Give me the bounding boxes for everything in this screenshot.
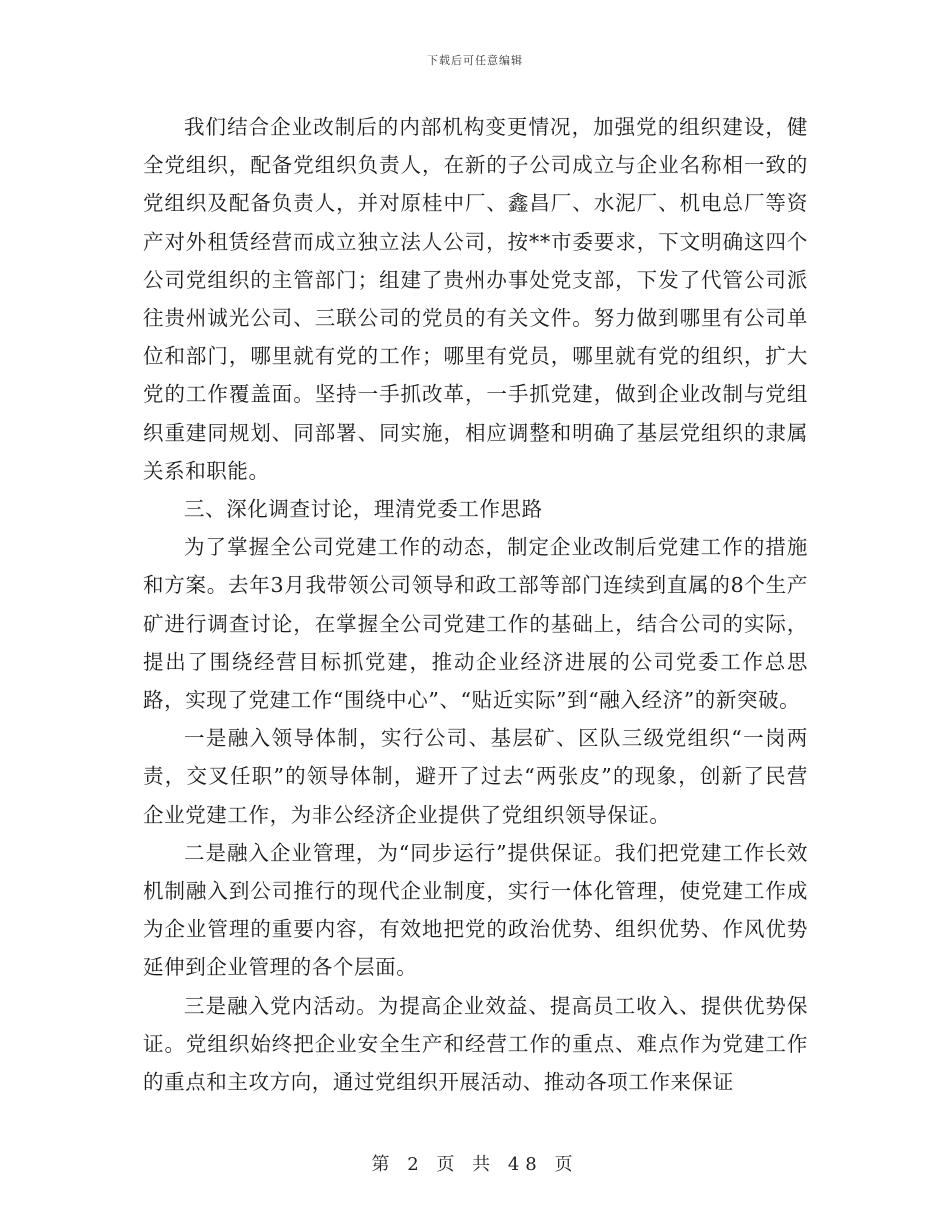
page-number-footer: 第 2 页 共 48 页 xyxy=(371,1154,579,1175)
paragraph-party-activities: 三是融入党内活动。为提高企业效益、提高员工收入、提供优势保证。党组织始终把企业安全生产和经营工作的重点、难点作为党建工作的重点和主攻方向，通过党组织开展活动、推动各项工作来保证 xyxy=(143,993,808,1095)
paragraph-org-building: 我们结合企业改制后的内部机构变更情况，加强党的组织建设，健全党组织，配备党组织负责人，在新的子公司成立与企业名称相一致的党组织及配备负责人，并对原桂中厂、鑫昌厂、水泥厂、机电总厂等资产对外租赁经营而成立独立法人公司，按**市委要求，下文明确这四个公司党组织的主管部门；组建了贵州办事处党支部，下发了代管公司派往贵州诚光公司、三联公司的党员的有关文件。努力做到哪里有公司单位和部门，哪里就有党的工作；哪里有党员，哪里就有党的组织，扩大党的工作覆盖面。坚持一手抓改革，一手抓党建，做到企业改制与党组织重建同规划、同部署、同实施，相应调整和明确了基层党组织的隶属关系和职能。 xyxy=(143,115,808,483)
paragraph-enterprise-management: 二是融入企业管理，为“同步运行”提供保证。我们把党建工作长效机制融入到公司推行的现代企业制度，实行一体化管理，使党建工作成为企业管理的重要内容，有效地把党的政治优势、组织优势、作风优势延伸到企业管理的各个层面。 xyxy=(143,840,808,980)
section-heading-3: 三、深化调查讨论，理清党委工作思路 xyxy=(184,497,543,522)
paragraph-leadership-system: 一是融入领导体制，实行公司、基层矿、区队三级党组织“一岗两责，交叉任职”的领导体制，避开了过去“两张皮”的现象，创新了民营企业党建工作，为非公经济企业提供了党组织领导保证。 xyxy=(143,726,808,827)
paragraph-research: 为了掌握全公司党建工作的动态，制定企业改制后党建工作的措施和方案。去年3月我带领公司领导和政工部等部门连续到直属的8个生产矿进行调查讨论，在掌握全公司党建工作的基础上，结合公司的实际，提出了围绕经营目标抓党建，推动企业经济进展的公司党委工作总思路，实现了党建工作“围绕中心”、“贴近实际”到“融入经济”的新突破。 xyxy=(143,535,808,713)
document-body xyxy=(143,108,808,1101)
page-header: 下载后可任意编辑 xyxy=(427,54,523,67)
